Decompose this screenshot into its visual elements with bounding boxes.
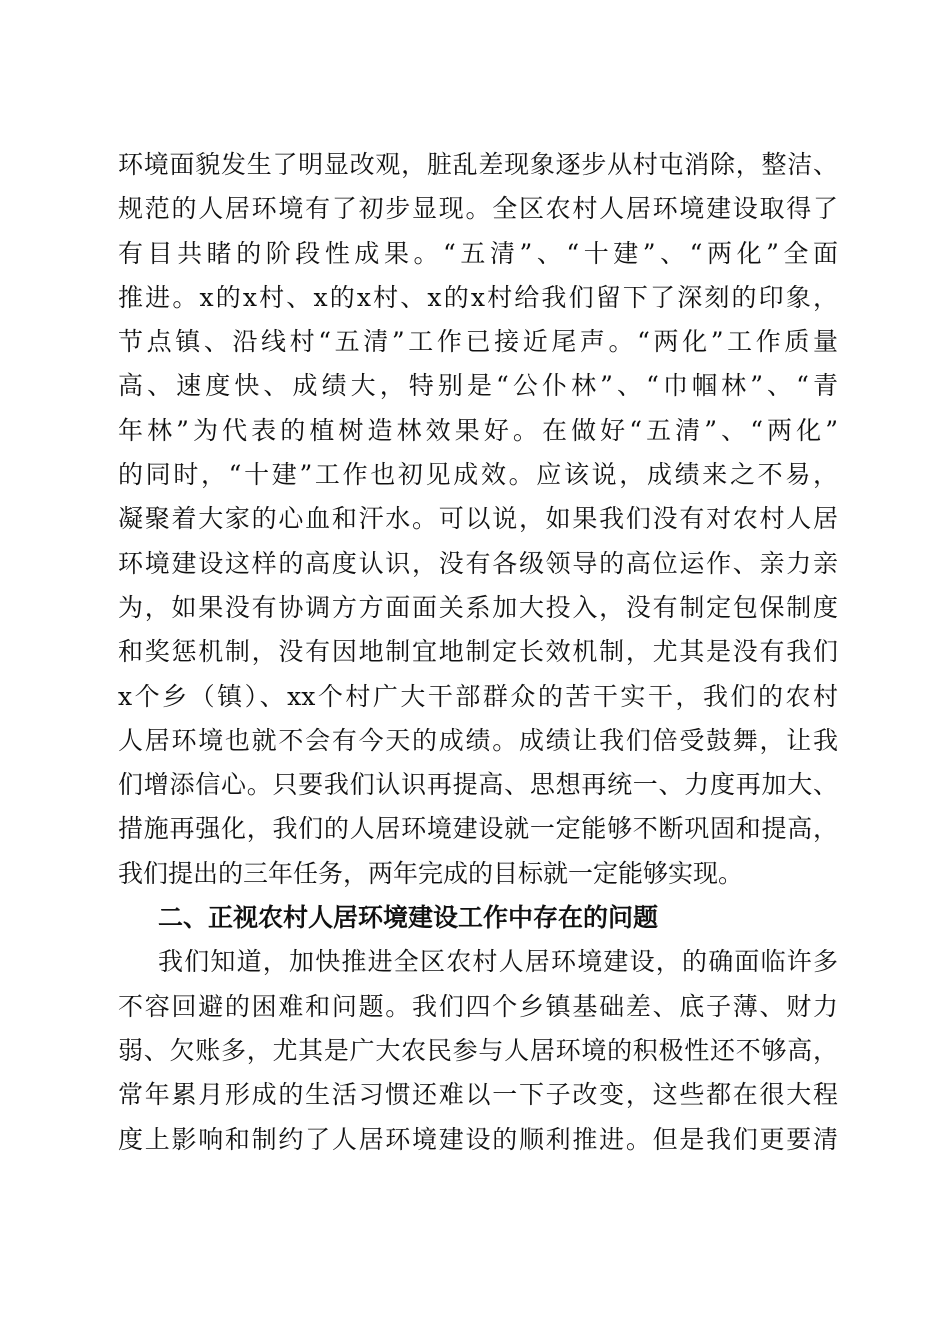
text-line: 我们知道，加快推进全区农村人居环境建设，的确面临许多 xyxy=(158,947,838,977)
text-line: 措施再强化，我们的人居环境建设就一定能够不断巩固和提高， xyxy=(118,814,838,844)
text-line: 人居环境也就不会有今天的成绩。成绩让我们倍受鼓舞，让我 xyxy=(118,725,838,755)
text-line: 年林”为代表的植树造林效果好。在做好“五清”、“两化” xyxy=(118,415,838,445)
text-line: 规范的人居环境有了初步显现。全区农村人居环境建设取得了 xyxy=(118,194,838,224)
text-line: 凝聚着大家的心血和汗水。可以说，如果我们没有对农村人居 xyxy=(118,504,838,534)
text-line: 们增添信心。只要我们认识再提高、思想再统一、力度再加大、 xyxy=(118,770,838,800)
text-line: 为，如果没有协调方方面面关系加大投入，没有制定包保制度 xyxy=(118,592,838,622)
text-line: 推进。x的x村、x的x村、x的x村给我们留下了深刻的印象， xyxy=(118,282,838,312)
text-line: 环境面貌发生了明显改观，脏乱差现象逐步从村屯消除，整洁、 xyxy=(118,150,838,179)
paragraph-achievements xyxy=(118,143,838,896)
text-line: 度上影响和制约了人居环境建设的顺利推进。但是我们更要清 xyxy=(118,1124,838,1154)
section-heading: 二、正视农村人居环境建设工作中存在的问题 xyxy=(158,903,659,933)
text-line: 和奖惩机制，没有因地制宜地制定长效机制，尤其是没有我们 xyxy=(118,637,838,667)
text-line: 常年累月形成的生活习惯还难以一下子改变，这些都在很大程 xyxy=(118,1080,838,1110)
text-line: 我们提出的三年任务，两年完成的目标就一定能够实现。 xyxy=(118,858,744,888)
text-line: x个乡（镇）、xx个村广大干部群众的苦干实干，我们的农村 xyxy=(118,681,838,711)
text-line: 高、速度快、成绩大，特别是“公仆林”、“巾帼林”、“青 xyxy=(118,371,838,401)
text-line: 不容回避的困难和问题。我们四个乡镇基础差、底子薄、财力 xyxy=(118,991,838,1021)
text-line: 有目共睹的阶段性成果。“五清”、“十建”、“两化”全面 xyxy=(118,238,838,268)
document-body xyxy=(118,143,838,1162)
text-line: 环境建设这样的高度认识，没有各级领导的高位运作、亲力亲 xyxy=(118,548,838,578)
text-line: 节点镇、沿线村“五清”工作已接近尾声。“两化”工作质量 xyxy=(118,327,838,357)
paragraph-problems xyxy=(118,940,838,1161)
text-line: 弱、欠账多，尤其是广大农民参与人居环境的积极性还不够高， xyxy=(118,1035,838,1065)
text-line: 的同时，“十建”工作也初见成效。应该说，成绩来之不易， xyxy=(118,460,838,490)
